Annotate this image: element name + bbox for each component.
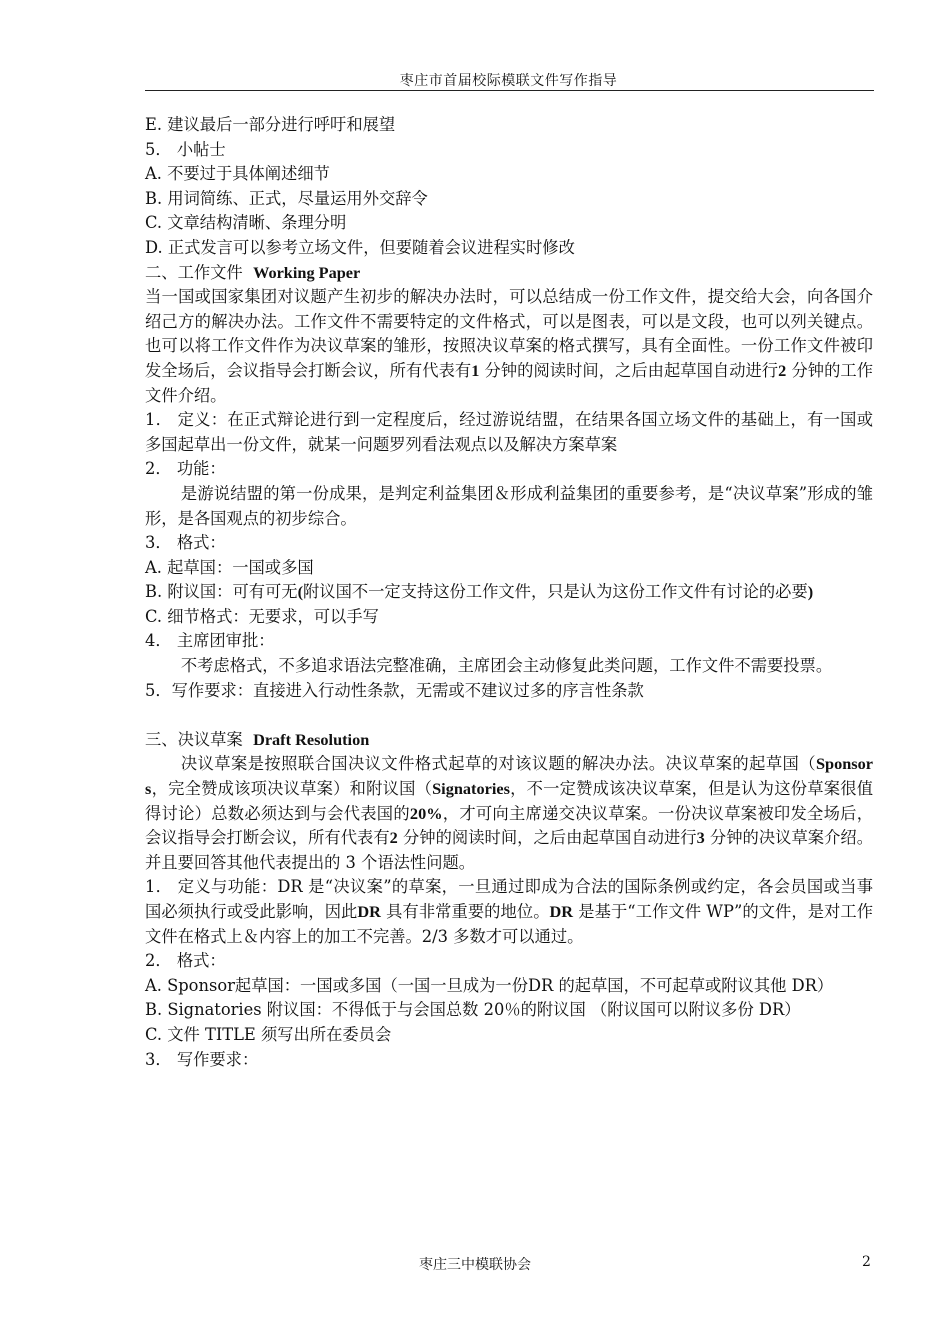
bold-run: DR bbox=[549, 902, 574, 921]
header-rule bbox=[145, 90, 874, 91]
list-heading: 4． 主席团审批： bbox=[145, 631, 275, 651]
paragraph bbox=[145, 752, 873, 875]
paragraph: 是游说结盟的第一份成果，是判定利益集团＆形成利益集团的重要参考，是“决议草案”形成的雏形，是各国观点的初步综合。 bbox=[145, 483, 873, 528]
list-heading: 2． 格式： bbox=[145, 951, 226, 971]
text-run: 分钟的决议草案介绍。并且要回答其他代表提出的 3 个语法性问题。 bbox=[145, 828, 873, 872]
text-line: C. 文章结构清晰、条理分明 bbox=[145, 213, 347, 233]
list-heading: 3． 格式： bbox=[145, 533, 226, 553]
page-number: 2 bbox=[862, 1254, 871, 1270]
section-heading-en: Working Paper bbox=[253, 262, 361, 282]
text-run: B. 附议国：可有可无 bbox=[145, 582, 298, 602]
bold-run: Sponsors bbox=[145, 754, 873, 799]
bold-run: 20% bbox=[409, 803, 443, 823]
blank-line bbox=[145, 703, 873, 728]
document-body bbox=[145, 113, 873, 1072]
text-line: C. 文件 TITLE 须写出所在委员会 bbox=[145, 1024, 392, 1044]
bold-run: DR bbox=[357, 902, 381, 921]
text-line: E. 建议最后一部分进行呼吁和展望 bbox=[145, 115, 396, 134]
list-heading: 5． 小帖士 bbox=[145, 139, 226, 159]
text-line: B. 用词简练、正式，尽量运用外交辞令 bbox=[145, 188, 428, 208]
text-run: 是基于“工作文件 WP”的文件，是对工作文件在格式上＆内容上的加工不完善。2/3 多数才可以通过。 bbox=[145, 902, 873, 946]
text-run: ，不一定赞成该决议草案，但是认为这份草案很值得讨论）总数必须达到与会代表国的 bbox=[145, 779, 873, 823]
section-heading-working-paper bbox=[145, 261, 873, 286]
bold-run: 1 bbox=[471, 360, 480, 380]
bold-run: Signatories bbox=[432, 779, 510, 799]
paragraph: 1． 定义：在正式辩论进行到一定程度后，经过游说结盟，在结果各国立场文件的基础上，有一国或多国起草出一份文件，就某一问题罗列看法观点以及解决方案草案 bbox=[145, 410, 873, 454]
section-heading-cn: 二、工作文件 bbox=[145, 262, 243, 282]
bold-run: ) bbox=[807, 582, 814, 602]
text-run: ，完全赞成该项决议草案）和附议国（ bbox=[151, 779, 433, 799]
text-run: 附议国不一定支持这份工作文件，只是认为这份工作文件有讨论的必要 bbox=[303, 582, 808, 602]
paragraph bbox=[145, 285, 873, 408]
section-heading-draft-resolution bbox=[145, 728, 873, 753]
bold-run: 2 bbox=[389, 828, 398, 848]
paragraph bbox=[145, 580, 873, 605]
text-run: 决议草案是按照联合国决议文件格式起草的对该议题的解决办法。决议草案的起草国（ bbox=[180, 754, 816, 774]
text-line: A. 不要过于具体阐述细节 bbox=[145, 164, 330, 184]
bold-run: 3 bbox=[696, 828, 705, 848]
paragraph: 不考虑格式，不多追求语法完整准确，主席团会主动修复此类问题，工作文件不需要投票。 bbox=[180, 656, 833, 676]
text-line: 5．写作要求：直接进入行动性条款，无需或不建议过多的序言性条款 bbox=[145, 680, 644, 700]
text-run: 当一国或国家集团对议题产生初步的解决办法时，可以总结成一份工作文件，提交给大会，向各国介绍己方的解决办法。工作文件不需要特定的文件格式，可以是图表，可以是文段，也可以列关键点。也可以将工作文件作为决议草案的雏形，按照决议草案的格式撰写，具有全面性。一份工作文件被印发全场后，会议指导会打断会议，所有代表有 bbox=[145, 287, 873, 380]
footer-organization: 枣庄三中模联协会 bbox=[419, 1257, 531, 1273]
text-run: ，才可向主席递交决议草案。一份决议草案被印发全场后，会议指导会打断会议，所有代表有 bbox=[145, 803, 873, 848]
text-line: C. 细节格式：无要求，可以手写 bbox=[145, 606, 379, 626]
page-header: 枣庄市首届校际模联文件写作指导 bbox=[399, 73, 618, 89]
text-run: 分钟的工作文件介绍。 bbox=[145, 360, 873, 405]
section-heading-en: Draft Resolution bbox=[253, 729, 370, 749]
bold-run: ( bbox=[297, 582, 303, 602]
text-line: D. 正式发言可以参考立场文件，但要随着会议进程实时修改 bbox=[145, 237, 575, 257]
paragraph: A. Sponsor起草国：一国或多国（一国一旦成为一份DR 的起草国，不可起草或附议其他 DR） bbox=[145, 975, 834, 995]
text-line: A. 起草国：一国或多国 bbox=[145, 557, 314, 577]
list-heading: 3． 写作要求： bbox=[145, 1049, 259, 1069]
text-run: 具有非常重要的地位。 bbox=[380, 902, 550, 921]
text-run: 分钟的阅读时间，之后由起草国自动进行 bbox=[479, 360, 779, 380]
text-run: 分钟的阅读时间，之后由起草国自动进行 bbox=[397, 828, 697, 848]
section-heading-cn: 三、决议草案 bbox=[145, 729, 243, 749]
paragraph bbox=[145, 875, 873, 949]
text-run: 1． 定义与功能：DR 是“决议案”的草案，一旦通过即成为合法的国际条例或约定，各会员国或当事国必须执行或受此影响，因此 bbox=[145, 877, 873, 921]
list-heading: 2． 功能： bbox=[145, 459, 226, 479]
bold-run: 2 bbox=[778, 360, 787, 380]
text-line: B. Signatories 附议国：不得低于与会国总数 20％的附议国 （附议国可以附议多份 DR） bbox=[145, 1000, 801, 1020]
